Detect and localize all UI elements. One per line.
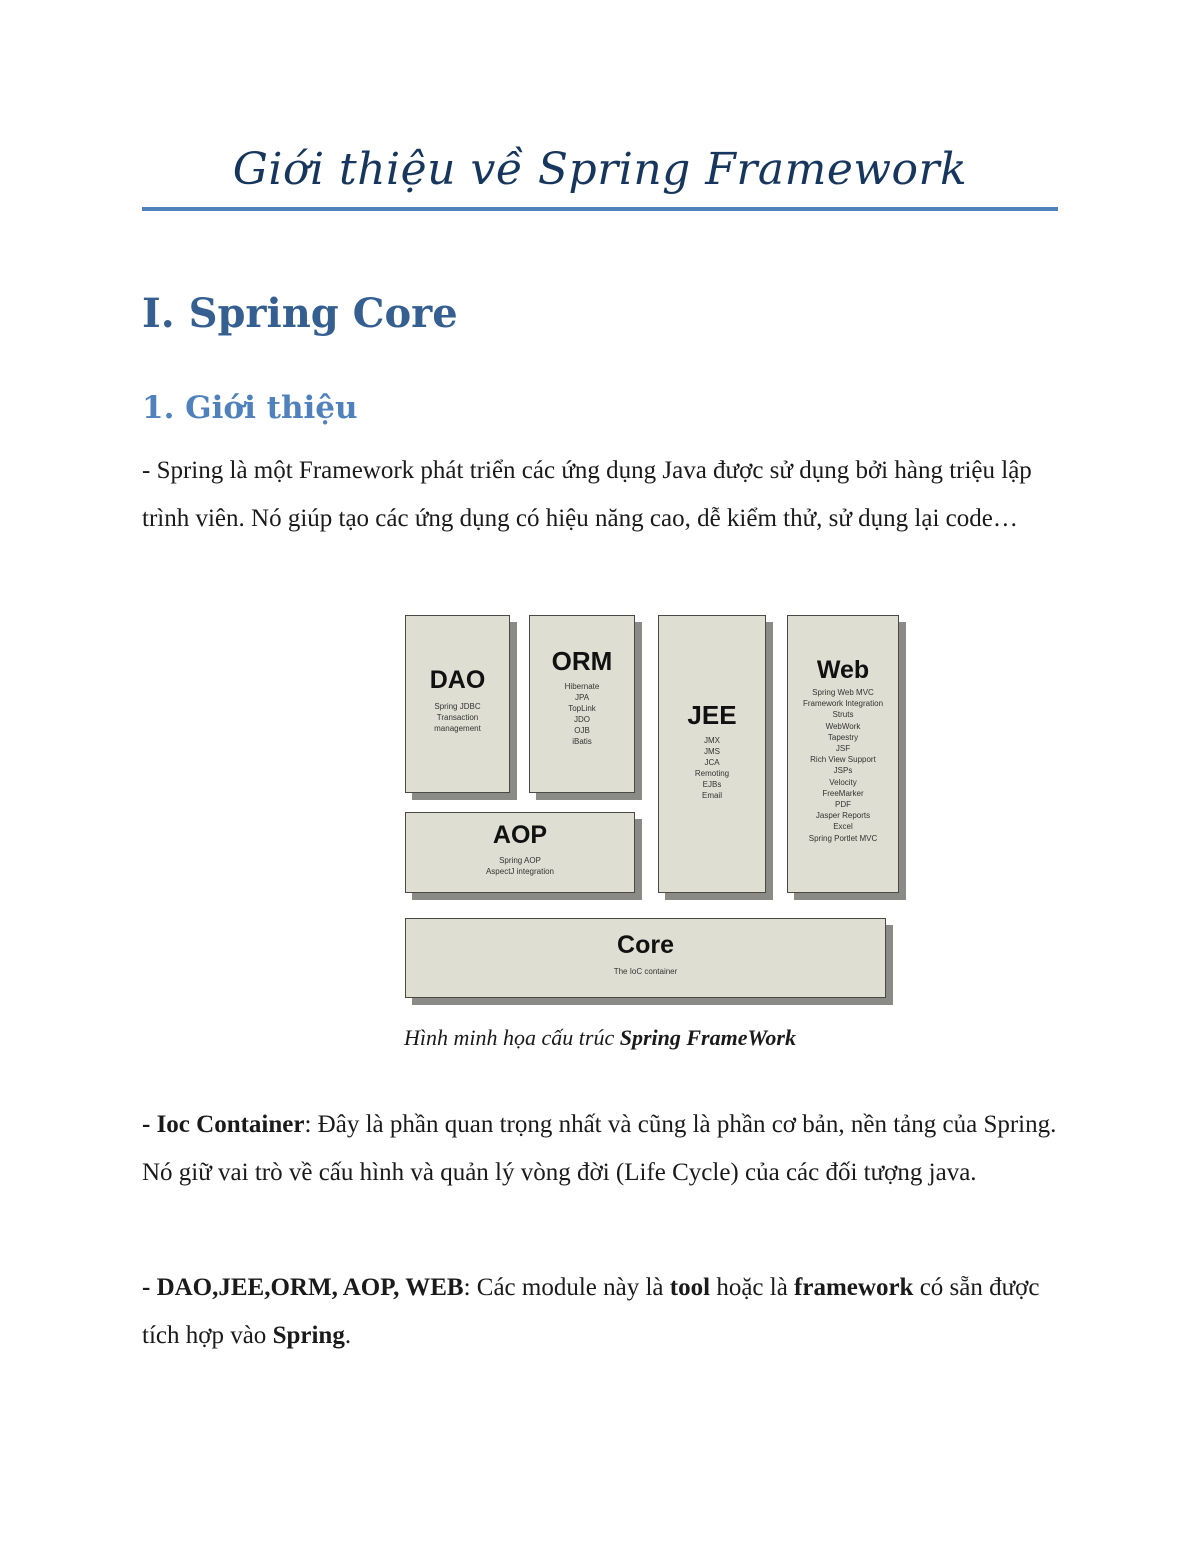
core-item: The IoC container — [613, 967, 678, 976]
spring-architecture-diagram — [400, 610, 912, 1014]
orm-item: iBatis — [572, 737, 592, 746]
caption-text: Hình minh họa cấu trúc — [404, 1025, 620, 1050]
document-title: Giới thiệu về Spring Framework — [232, 144, 968, 195]
dao-item: Transaction — [436, 713, 479, 722]
aop-title: AOP — [492, 821, 548, 849]
dao-title: DAO — [429, 666, 486, 694]
orm-module-box — [529, 615, 635, 793]
modules-text: hoặc là — [710, 1274, 795, 1301]
orm-title: ORM — [551, 646, 613, 676]
jee-module-box — [658, 615, 766, 893]
title-underline — [142, 207, 1058, 211]
subsection-heading: 1. Giới thiệu — [142, 390, 358, 426]
orm-item: JPA — [574, 693, 590, 702]
web-item: Spring Portlet MVC — [808, 833, 878, 843]
core-title: Core — [617, 931, 674, 959]
orm-item: JDO — [574, 715, 590, 724]
caption-bold: Spring FrameWork — [619, 1025, 796, 1050]
aop-item: Spring AOP — [499, 856, 541, 865]
ioc-term: - Ioc Container — [142, 1111, 305, 1138]
jee-item: JMS — [704, 747, 720, 756]
web-item: FreeMarker — [822, 788, 864, 798]
jee-title: JEE — [687, 700, 737, 730]
web-item: JSPs — [833, 766, 853, 776]
core-module-box — [405, 918, 886, 998]
modules-term: - DAO,JEE,ORM, AOP, WEB — [142, 1274, 464, 1301]
modules-text: có sẵn được tích hợp vào — [142, 1274, 1040, 1349]
web-module-box — [787, 615, 899, 893]
aop-item: AspectJ integration — [485, 867, 555, 876]
ioc-text: : Đây là phần quan trọng nhất và cũng là phần cơ bản, nền tảng của Spring. Nó giữ vai trò về cấu hình và quản lý vòng đời (Life Cycle) của các đối tượng java. — [142, 1111, 1057, 1186]
modules-framework: framework — [794, 1274, 914, 1301]
dao-item: management — [434, 724, 481, 733]
modules-spring: Spring — [272, 1322, 345, 1349]
jee-item: Remoting — [694, 769, 730, 778]
modules-end: . — [344, 1322, 352, 1349]
orm-item: Hibernate — [564, 682, 600, 691]
web-item: JSF — [835, 744, 851, 754]
ioc-paragraph — [142, 1101, 1062, 1197]
modules-tool: tool — [669, 1274, 711, 1301]
web-item: Jasper Reports — [815, 811, 871, 821]
jee-item: JMX — [704, 736, 720, 745]
aop-module-box — [405, 812, 635, 893]
web-item: WebWork — [825, 721, 861, 731]
web-item: Velocity — [829, 777, 857, 787]
dao-module-box — [405, 615, 510, 793]
jee-item: Email — [701, 791, 722, 800]
figure-caption — [142, 1025, 1058, 1051]
intro-paragraph: - Spring là một Framework phát triển các ứng dụng Java được sử dụng bởi hàng triệu lập trình viên. Nó giúp tạo các ứng dụng có hiệu năng cao, dễ kiểm thử, sử dụng lại code… — [142, 457, 1032, 532]
web-item: Rich View Support — [810, 755, 876, 765]
web-item: PDF — [835, 800, 851, 810]
web-item: Tapestry — [827, 732, 859, 742]
modules-text: : Các module này là — [463, 1274, 670, 1301]
jee-item: EJBs — [702, 780, 722, 789]
orm-item: TopLink — [568, 704, 596, 713]
web-title: Web — [816, 656, 870, 684]
section-heading: I. Spring Core — [142, 290, 458, 337]
orm-item: OJB — [574, 726, 590, 735]
web-item: Excel — [833, 822, 853, 832]
modules-paragraph — [142, 1264, 1062, 1360]
jee-item: JCA — [704, 758, 720, 767]
web-item: Struts — [832, 710, 854, 720]
web-item: Spring Web MVC — [812, 688, 874, 697]
dao-item: Spring JDBC — [434, 702, 481, 711]
web-item: Framework Integration — [802, 699, 884, 709]
